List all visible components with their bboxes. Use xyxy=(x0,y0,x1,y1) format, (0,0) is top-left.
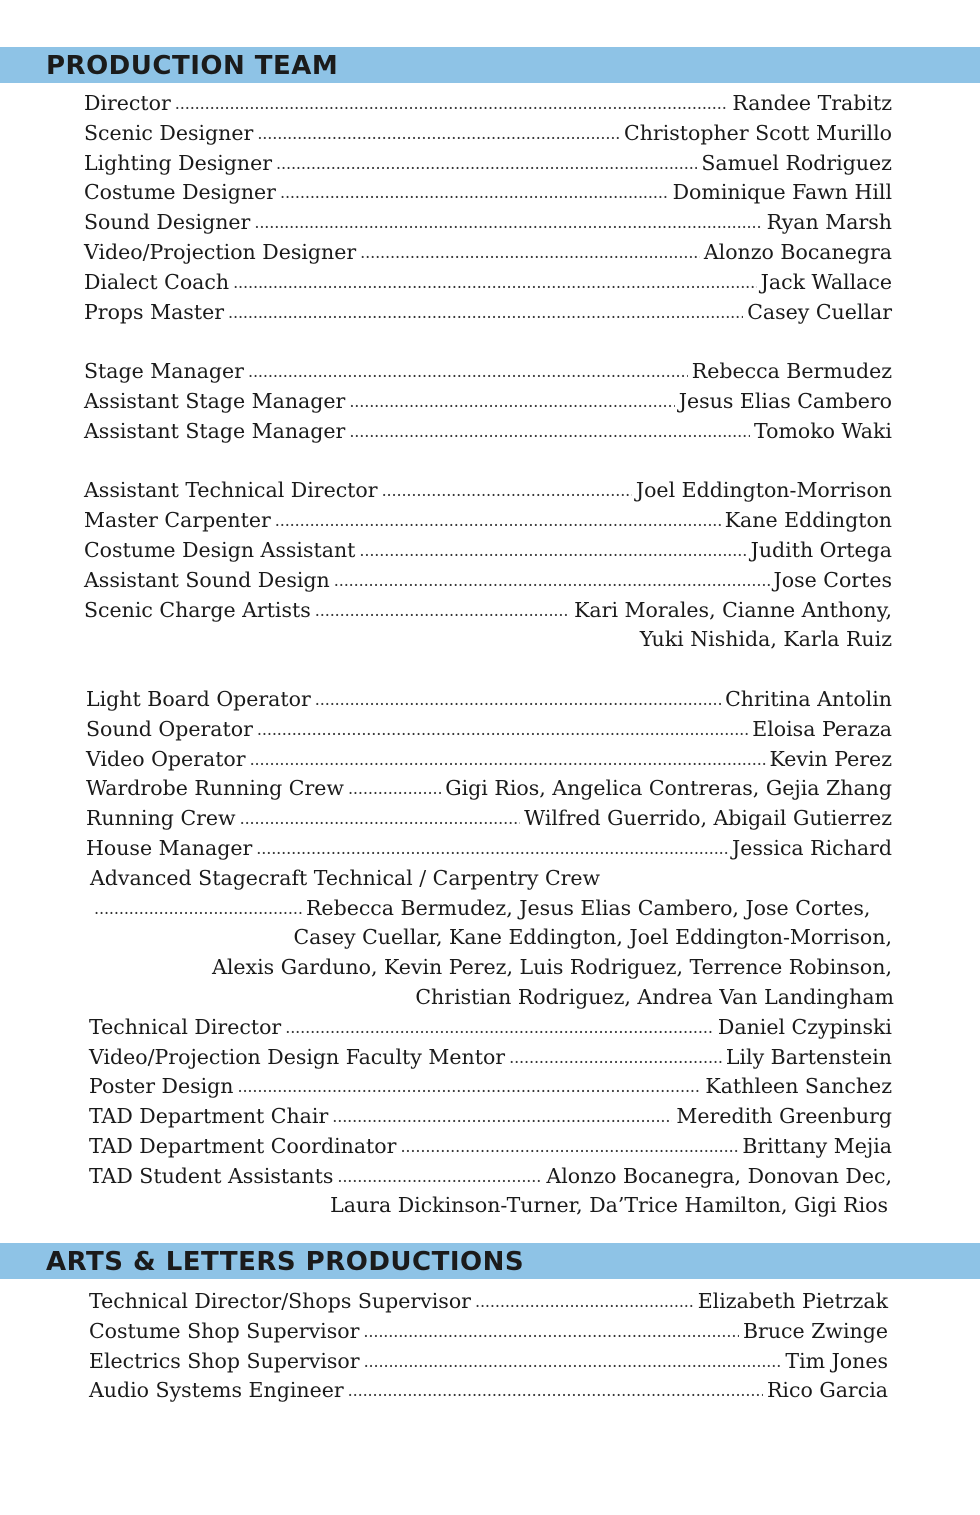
credit-name: Jessica Richard xyxy=(732,835,892,860)
credit-row xyxy=(89,1376,888,1406)
credit-role: TAD Department Coordinator xyxy=(89,1133,397,1158)
credit-name: Kane Eddington xyxy=(724,508,892,533)
credit-role: Light Board Operator xyxy=(86,686,311,711)
credit-name: Daniel Czypinski xyxy=(717,1014,892,1039)
arts-credits-list xyxy=(89,1287,888,1406)
credit-row xyxy=(89,1072,892,1102)
credit-role: Wardrobe Running Crew xyxy=(86,776,344,801)
credit-name: Tomoko Waki xyxy=(754,418,892,443)
credit-row xyxy=(86,745,892,775)
credit-row xyxy=(89,1347,888,1377)
credit-group xyxy=(84,89,892,327)
credit-role: Poster Design xyxy=(89,1074,234,1099)
credit-role: Electrics Shop Supervisor xyxy=(89,1348,360,1373)
section-title: PRODUCTION TEAM xyxy=(46,51,339,81)
credit-role: Sound Designer xyxy=(84,210,251,235)
credit-row xyxy=(84,119,892,149)
credit-row xyxy=(84,566,892,596)
credit-row xyxy=(89,1013,892,1043)
leader-dots xyxy=(359,535,746,566)
credit-row xyxy=(86,715,892,745)
credit-row xyxy=(84,357,892,387)
leader-dots xyxy=(228,297,743,328)
credit-role: Technical Director/Shops Supervisor xyxy=(89,1289,471,1313)
credit-row xyxy=(84,536,892,566)
credit-role: Assistant Sound Design xyxy=(84,567,330,592)
credit-name: Eloisa Peraza xyxy=(752,716,892,741)
credit-role: Lighting Designer xyxy=(84,150,273,175)
credit-role: Technical Director xyxy=(89,1014,282,1039)
credit-name: Tim Jones xyxy=(785,1348,888,1373)
leader-dots xyxy=(256,833,728,864)
credit-role: Props Master xyxy=(84,299,224,324)
credit-name: Brittany Mejia xyxy=(742,1133,892,1158)
leader-dots xyxy=(240,803,521,834)
credit-name: Christopher Scott Murillo xyxy=(624,120,892,145)
credit-row xyxy=(86,774,892,804)
credit-role: Master Carpenter xyxy=(84,508,271,533)
credit-name: Joel Eddington-Morrison xyxy=(635,478,892,503)
leader-dots xyxy=(257,714,748,745)
credit-name: Casey Cuellar xyxy=(747,299,892,324)
section-title: ARTS & LETTERS PRODUCTIONS xyxy=(46,1247,525,1277)
credit-continuation: Laura Dickinson-Turner, Da’Trice Hamilton, Gigi Rios xyxy=(330,1193,888,1218)
credit-role: Video/Projection Design Faculty Mentor xyxy=(89,1044,506,1069)
credit-row xyxy=(89,1132,892,1162)
credit-role: Costume Design Assistant xyxy=(84,537,356,562)
credit-name: Lily Bartenstein xyxy=(725,1044,892,1069)
credit-row xyxy=(89,1102,892,1132)
credit-role: Dialect Coach xyxy=(84,269,230,294)
credit-continuation: Yuki Nishida, Karla Ruiz xyxy=(639,627,892,652)
section-header-arts xyxy=(0,1243,980,1279)
production-credits-list xyxy=(84,89,892,1221)
credit-row xyxy=(89,1162,892,1192)
leader-dots xyxy=(509,1042,722,1073)
leader-dots xyxy=(233,267,757,298)
credit-row xyxy=(89,1287,888,1317)
credit-role: Video/Projection Designer xyxy=(84,239,357,264)
leader-dots xyxy=(237,1071,701,1102)
credit-group xyxy=(84,476,892,625)
credit-row xyxy=(89,1317,888,1347)
crew-lines xyxy=(84,923,892,1012)
crew-first-row xyxy=(84,894,892,924)
credit-row xyxy=(89,1043,892,1073)
credit-row xyxy=(86,834,892,864)
credit-name: Bruce Zwinge xyxy=(742,1318,888,1343)
credit-role: Video Operator xyxy=(86,746,246,771)
credit-row xyxy=(84,178,892,208)
credit-row xyxy=(84,298,892,328)
credit-name: Rico Garcia xyxy=(767,1378,888,1403)
leader-dots xyxy=(250,744,766,775)
credit-name: Kari Morales, Cianne Anthony, xyxy=(574,597,892,622)
credit-role: Sound Operator xyxy=(86,716,253,741)
credit-role: Scenic Charge Artists xyxy=(84,597,311,622)
credit-row xyxy=(84,506,892,536)
leader-dots xyxy=(275,505,721,536)
leader-dots xyxy=(248,356,688,387)
leader-dots xyxy=(349,386,674,417)
credit-row xyxy=(84,89,892,119)
leader-dots xyxy=(257,118,620,149)
leader-dots xyxy=(363,1316,739,1347)
credit-name: Elizabeth Pietrzak xyxy=(697,1289,888,1313)
crew-line: Christian Rodriguez, Andrea Van Landingham xyxy=(415,984,894,1009)
leader-dots xyxy=(348,773,441,804)
leader-dots xyxy=(280,177,669,208)
credit-name: Samuel Rodriguez xyxy=(701,150,892,175)
credit-name: Kathleen Sanchez xyxy=(705,1074,892,1099)
leader-dots xyxy=(315,595,570,626)
credit-name: Ryan Marsh xyxy=(766,210,892,235)
leader-dots xyxy=(364,1346,782,1377)
leader-dots xyxy=(334,565,770,596)
credit-role: Stage Manager xyxy=(84,359,244,384)
credit-row xyxy=(86,804,892,834)
credit-name: Meredith Greenburg xyxy=(676,1104,892,1129)
leader-dots xyxy=(475,1286,694,1317)
credit-group xyxy=(84,685,892,864)
credit-name: Jose Cortes xyxy=(773,567,892,592)
credit-row xyxy=(84,268,892,298)
credit-row xyxy=(86,685,892,715)
credit-name: Randee Trabitz xyxy=(732,91,892,115)
credit-group xyxy=(84,1013,892,1192)
leader-dots xyxy=(254,207,762,238)
credit-name: Jack Wallace xyxy=(760,269,892,294)
leader-dots xyxy=(349,416,750,447)
leader-dots xyxy=(400,1131,738,1162)
leader-dots xyxy=(382,475,632,506)
credit-row xyxy=(84,208,892,238)
crew-line: Alexis Garduno, Kevin Perez, Luis Rodriguez, Terrence Robinson, xyxy=(212,955,892,980)
leader-dots xyxy=(315,684,721,715)
credit-role: TAD Student Assistants xyxy=(89,1163,334,1188)
credit-group xyxy=(84,357,892,446)
credit-row xyxy=(84,149,892,179)
credit-group xyxy=(89,1287,888,1406)
credit-name: Dominique Fawn Hill xyxy=(672,180,892,205)
credit-name: Rebecca Bermudez xyxy=(691,359,892,384)
credit-name: Gigi Rios, Angelica Contreras, Gejia Zhang xyxy=(445,776,892,801)
credit-role: TAD Department Chair xyxy=(89,1104,329,1129)
section-header-production xyxy=(0,47,980,83)
leader-dots xyxy=(332,1101,672,1132)
leader-dots xyxy=(360,237,700,268)
credit-row xyxy=(84,596,892,626)
credit-name: Judith Ortega xyxy=(750,537,892,562)
crew-names: Rebecca Bermudez, Jesus Elias Cambero, Jose Cortes, xyxy=(306,895,871,920)
credit-role: Costume Shop Supervisor xyxy=(89,1318,360,1343)
leader-dots xyxy=(276,148,697,179)
credit-role: Director xyxy=(84,91,171,115)
credit-name: Jesus Elias Cambero xyxy=(678,388,892,413)
credit-role: House Manager xyxy=(86,835,253,860)
credit-role: Running Crew xyxy=(86,806,236,831)
credit-role: Costume Designer xyxy=(84,180,276,205)
crew-line: Casey Cuellar, Kane Eddington, Joel Eddington-Morrison, xyxy=(293,925,892,950)
credit-row xyxy=(84,238,892,268)
credit-name: Alonzo Bocanegra, Donovan Dec, xyxy=(546,1163,892,1188)
credit-role: Assistant Technical Director xyxy=(84,478,378,503)
credit-role: Assistant Stage Manager xyxy=(84,418,346,443)
credit-name: Alonzo Bocanegra xyxy=(703,239,892,264)
leader-dots xyxy=(175,88,729,119)
credit-row xyxy=(84,417,892,447)
credit-name: Wilfred Guerrido, Abigail Gutierrez xyxy=(524,806,892,831)
credit-row xyxy=(84,476,892,506)
credit-role: Assistant Stage Manager xyxy=(84,388,346,413)
leader-dots xyxy=(337,1161,542,1192)
credit-row xyxy=(84,387,892,417)
leader-dots xyxy=(285,1012,714,1043)
credit-name: Kevin Perez xyxy=(769,746,892,771)
credit-name: Chritina Antolin xyxy=(725,686,892,711)
leader-dots xyxy=(348,1375,763,1406)
crew-heading: Advanced Stagecraft Technical / Carpentry Crew xyxy=(90,865,601,890)
credit-role: Scenic Designer xyxy=(84,120,254,145)
credit-role: Audio Systems Engineer xyxy=(89,1378,344,1403)
